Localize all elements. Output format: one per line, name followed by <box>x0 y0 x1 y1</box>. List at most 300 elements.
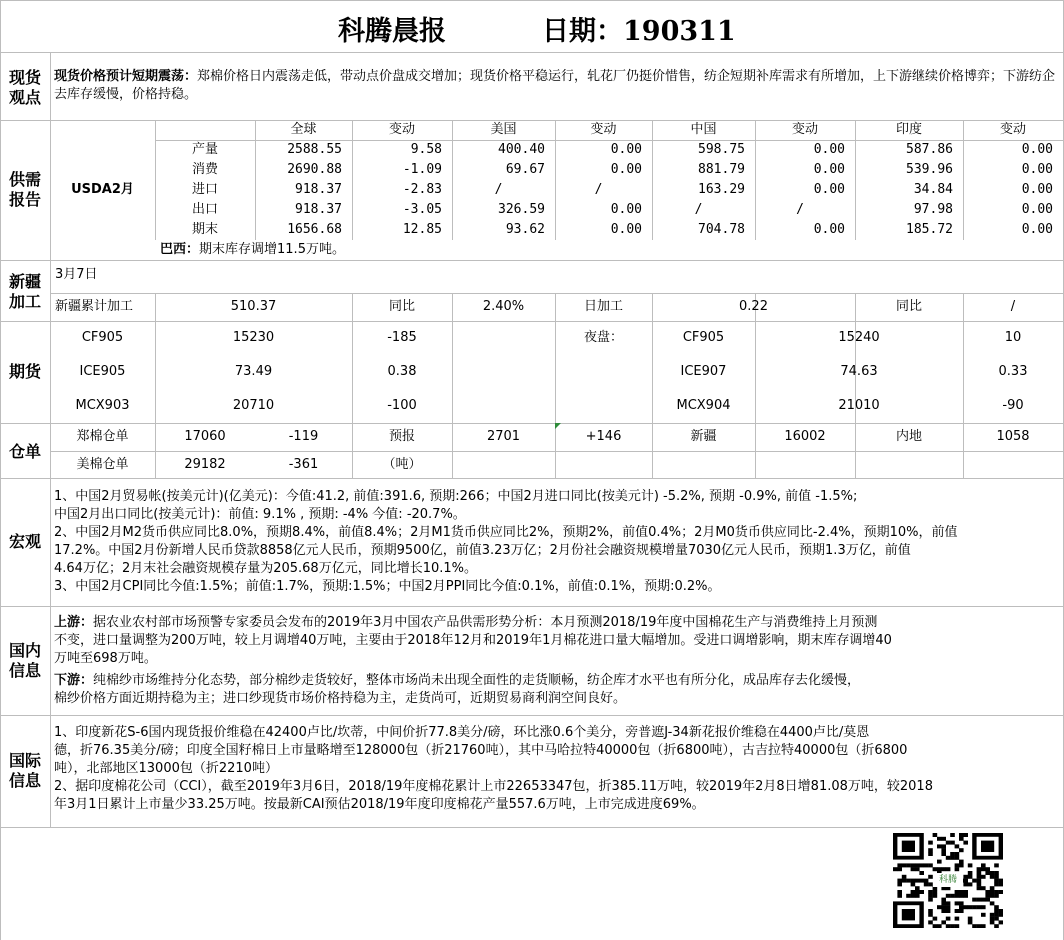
night-contract: CF905 <box>682 330 725 345</box>
international-line: 年3月1日累计上市量少33.25万吨。按最新CAI预估2018/19年度印度棉花产量557.6万吨，上市完成进度69%。 <box>54 797 705 812</box>
supply-cell: 93.62 <box>505 222 545 237</box>
qr-module <box>946 867 951 871</box>
qr-module <box>959 901 964 905</box>
label-text: 宏观 <box>8 532 41 551</box>
qr-module <box>968 871 973 875</box>
macro-line: 2、中国2月M2货币供应同比8.0%，预期8.4%，前值8.4%；2月M1货币供应同比2%，预期2%，前值0.4%；2月M0货币供应同比-2.4%，预期10%，前值 <box>54 525 958 540</box>
qr-module <box>999 890 1003 894</box>
supply-row-label: 出口 <box>191 202 218 217</box>
qr-module <box>985 890 990 894</box>
supply-cell: 881.79 <box>698 162 745 177</box>
qr-module <box>994 875 999 879</box>
qr-module <box>977 879 982 883</box>
qr-module <box>999 882 1003 886</box>
supply-cell: 0.00 <box>610 162 642 177</box>
qr-module <box>919 890 924 894</box>
qr-module <box>990 901 995 905</box>
qr-module <box>946 901 951 905</box>
supply-cell: 97.98 <box>913 202 953 217</box>
qr-module <box>946 856 951 860</box>
xinjiang-date: 3月7日 <box>55 267 98 282</box>
qr-module <box>972 879 977 883</box>
xinjiang-yoy2-label: 同比 <box>895 299 922 314</box>
section-label-spot <box>0 60 50 116</box>
qr-module <box>897 894 902 898</box>
qr-module <box>897 882 902 886</box>
label-text: 国际信息 <box>8 751 41 790</box>
futures-price: 15230 <box>232 330 275 345</box>
qr-module <box>941 867 946 871</box>
upstream-line: 不变，进口量调整为200万吨，较上月调增40万吨，主要由于2018年12月和2019年1月棉花进口量大幅增加。受进口调增影响，期末库存调增40 <box>54 633 892 648</box>
supply-cell: 0.00 <box>813 142 845 157</box>
qr-module <box>911 867 916 871</box>
xinjiang-yoy-value: 2.40% <box>482 299 525 314</box>
qr-module <box>977 875 982 879</box>
qr-module <box>994 913 999 917</box>
macro-line: 3、中国2月CPI同比今值:1.5%；前值:1.7%，预期:1.5%；中国2月PPI同比今值:0.1%，前值:0.1%，预期:0.2%。 <box>54 579 721 594</box>
report-date: 日期：190311 <box>542 16 736 47</box>
supply-cell: 587.86 <box>906 142 953 157</box>
qr-module <box>924 863 929 867</box>
qr-module <box>911 882 916 886</box>
qr-module <box>928 852 933 856</box>
supply-cell: 0.00 <box>1021 182 1053 197</box>
qr-module <box>919 879 924 883</box>
qr-module <box>950 841 955 845</box>
downstream-text <box>54 673 860 706</box>
domestic-upstream <box>54 614 1058 668</box>
supply-cell: 185.72 <box>906 222 953 237</box>
supply-note <box>160 240 345 260</box>
qr-module <box>928 890 933 894</box>
qr-module <box>941 901 946 905</box>
qr-module <box>959 909 964 913</box>
qr-module <box>990 886 995 890</box>
qr-module <box>959 848 964 852</box>
divider <box>0 52 1064 53</box>
qr-module <box>955 867 960 871</box>
qr-module <box>955 924 960 928</box>
divider <box>50 451 1064 452</box>
qr-module <box>955 890 960 894</box>
us-value: 29182 <box>184 457 226 472</box>
qr-module <box>963 833 968 837</box>
qr-module <box>933 894 938 898</box>
qr-module <box>968 863 973 867</box>
futures-contract: ICE905 <box>79 364 126 379</box>
qr-module <box>968 905 973 909</box>
supply-cell: 0.00 <box>813 182 845 197</box>
divider <box>0 0 1 940</box>
qr-module <box>959 894 964 898</box>
international-paragraph <box>54 724 1058 814</box>
qr-module <box>955 917 960 921</box>
qr-module <box>911 863 916 867</box>
supply-cell: -1.09 <box>402 162 442 177</box>
qr-module <box>946 841 951 845</box>
qr-module <box>981 863 986 867</box>
supply-cell: / <box>796 202 804 217</box>
futures-change: 0.38 <box>387 364 417 379</box>
qr-module <box>937 860 942 864</box>
qr-module <box>919 863 924 867</box>
supply-header-cell: 变动 <box>791 122 818 137</box>
section-label-domestic <box>0 640 50 682</box>
spot-headline: 现货价格预计短期震荡： <box>54 69 198 84</box>
supply-header-cell: 变动 <box>590 122 617 137</box>
divider <box>0 478 1064 479</box>
supply-cell: 0.00 <box>610 142 642 157</box>
qr-module <box>990 875 995 879</box>
qr-module <box>955 844 960 848</box>
qr-module <box>928 920 933 924</box>
qr-module <box>994 905 999 909</box>
qr-module <box>897 863 902 867</box>
label-text: 国内信息 <box>8 641 41 680</box>
supply-note-label: 巴西： <box>160 242 200 257</box>
international-line: 1、印度新花S-6国内现货报价维稳在42400卢比/坎蒂，中间价折77.8美分/磅，环比涨0.6个美分，旁普遮J-34新花报价维稳在4400卢比/莫恩 <box>54 725 870 740</box>
qr-module <box>946 909 951 913</box>
qr-module <box>911 879 916 883</box>
qr-module <box>911 894 916 898</box>
qr-module <box>915 863 920 867</box>
qr-module <box>994 890 999 894</box>
qr-module <box>950 852 955 856</box>
qr-module <box>915 867 920 871</box>
label-text: 供需报告 <box>8 170 41 209</box>
supply-cell: 0.00 <box>610 222 642 237</box>
qr-module <box>941 909 946 913</box>
qr-module <box>977 882 982 886</box>
qr-module <box>928 913 933 917</box>
qr-module <box>977 886 982 890</box>
supply-header-cell: 印度 <box>895 122 922 137</box>
qr-module <box>963 882 968 886</box>
divider <box>0 260 1064 261</box>
supply-cell: 704.78 <box>698 222 745 237</box>
qr-module <box>950 856 955 860</box>
label-text: 仓单 <box>8 442 41 461</box>
supply-cell: 0.00 <box>1021 142 1053 157</box>
macro-line: 17.2%。中国2月份新增人民币贷款8858亿元人民币，预期9500亿，前值3.23万亿；2月份社会融资规模增量7030亿元人民币，预期1.3万亿，前值 <box>54 543 911 558</box>
night-contract: ICE907 <box>680 364 727 379</box>
qr-module <box>941 844 946 848</box>
qr-module <box>990 890 995 894</box>
qr-logo-text: 科腾 <box>933 873 963 887</box>
qr-module <box>963 894 968 898</box>
supply-cell: 400.40 <box>498 142 545 157</box>
qr-module <box>959 860 964 864</box>
qr-module <box>955 863 960 867</box>
qr-code <box>893 833 1003 928</box>
qr-module <box>981 905 986 909</box>
divider <box>0 606 1064 607</box>
divider <box>0 827 1064 828</box>
night-change: -90 <box>1002 398 1024 413</box>
supply-header-cell: 中国 <box>690 122 717 137</box>
supply-header-cell: 美国 <box>490 122 517 137</box>
supply-cell: / <box>694 202 703 217</box>
qr-module <box>981 875 986 879</box>
xinjiang-yoy2-value: / <box>1010 299 1016 314</box>
xinjiang-daily-value: 0.22 <box>739 299 768 314</box>
qr-module <box>928 909 933 913</box>
qr-finder <box>902 841 915 852</box>
label-text: 期货 <box>8 362 41 381</box>
upstream-line: 据农业农村部市场预警专家委员会发布的2019年3月中国农产品供需形势分析：本月预测2018/19年度中国棉花生产与消费维持上月预测 <box>93 615 878 630</box>
qr-module <box>946 894 951 898</box>
futures-contract: MCX903 <box>75 398 130 413</box>
us-change: -361 <box>288 457 319 472</box>
qr-module <box>902 863 907 867</box>
international-line: 2、据印度棉花公司（CCI），截至2019年3月6日，2018/19年度棉花累计上市22653347包，折385.11万吨，较2019年2月8日增81.08万吨，较2018 <box>54 779 933 794</box>
qr-module <box>933 924 938 928</box>
qr-module <box>906 863 911 867</box>
forecast-value: 2701 <box>486 429 521 444</box>
supply-cell: 0.00 <box>1021 162 1053 177</box>
downstream-line: 棉纱价格方面近期持稳为主；进口纱现货市场价格持稳为主，走货尚可，近期贸易商利润空间良好。 <box>54 691 627 706</box>
qr-module <box>897 867 902 871</box>
qr-finder <box>902 909 915 920</box>
section-label-macro <box>0 530 50 554</box>
macro-paragraph <box>54 488 1058 596</box>
qr-module <box>994 871 999 875</box>
qr-module <box>897 879 902 883</box>
divider <box>0 321 1064 322</box>
international-line: 吨），北部地区13000包（折2210吨） <box>54 761 278 776</box>
qr-module <box>924 879 929 883</box>
supply-cell: 1656.68 <box>287 222 342 237</box>
forecast-label: 预报 <box>388 429 415 444</box>
inland-value: 1058 <box>996 429 1030 444</box>
qr-module <box>963 905 968 909</box>
qr-module <box>985 894 990 898</box>
qr-module <box>994 882 999 886</box>
qr-module <box>937 924 942 928</box>
qr-module <box>937 867 942 871</box>
qr-module <box>963 879 968 883</box>
divider <box>0 715 1064 716</box>
supply-cell: 0.00 <box>610 202 642 217</box>
supply-row-label: 进口 <box>191 182 218 197</box>
zheng-change: -119 <box>288 429 319 444</box>
supply-cell: -2.83 <box>402 182 442 197</box>
supply-cell: 0.00 <box>1021 202 1053 217</box>
supply-cell: 0.00 <box>813 162 845 177</box>
label-text: 新疆加工 <box>8 272 41 311</box>
xj-value: 16002 <box>784 429 826 444</box>
downstream-label: 下游： <box>54 673 94 688</box>
supply-header-cell: 变动 <box>999 122 1026 137</box>
qr-module <box>972 924 977 928</box>
xj-label: 新疆 <box>690 429 717 444</box>
qr-module <box>941 837 946 841</box>
qr-module <box>933 890 938 894</box>
qr-module <box>928 848 933 852</box>
qr-module <box>924 882 929 886</box>
futures-price: 73.49 <box>234 364 273 379</box>
qr-module <box>999 913 1003 917</box>
supply-cell: 326.59 <box>498 202 545 217</box>
qr-module <box>959 863 964 867</box>
unit-label: （吨） <box>382 457 422 472</box>
supply-note-text: 期末库存调增11.5万吨。 <box>199 242 345 257</box>
qr-module <box>977 867 982 871</box>
qr-module <box>977 898 982 902</box>
qr-module <box>999 920 1003 924</box>
supply-cell: 2588.55 <box>287 142 342 157</box>
qr-module <box>955 852 960 856</box>
qr-module <box>955 856 960 860</box>
qr-module <box>977 871 982 875</box>
supply-cell: / <box>594 182 603 197</box>
qr-module <box>994 909 999 913</box>
qr-module <box>941 848 946 852</box>
supply-cell: 539.96 <box>906 162 953 177</box>
qr-module <box>941 920 946 924</box>
qr-module <box>959 837 964 841</box>
spot-text: 郑棉价格日内震荡走低，带动点价盘成交增加；现货价格平稳运行，轧花厂仍挺价惜售，纺企短期补库需求有所增加，上下游继续价格博弈；下游纺企去库存缓慢，价格持稳。 <box>54 69 1056 102</box>
qr-module <box>933 867 938 871</box>
qr-module <box>977 924 982 928</box>
qr-module <box>981 886 986 890</box>
label-text: 现货观点 <box>8 68 41 107</box>
qr-module <box>897 890 902 894</box>
qr-module <box>994 924 999 928</box>
qr-module <box>915 886 920 890</box>
qr-module <box>906 879 911 883</box>
qr-module <box>937 837 942 841</box>
qr-module <box>915 890 920 894</box>
qr-module <box>919 871 924 875</box>
qr-module <box>955 909 960 913</box>
qr-module <box>893 867 898 871</box>
supply-cell: 69.67 <box>505 162 545 177</box>
qr-module <box>968 917 973 921</box>
futures-contract: CF905 <box>81 330 124 345</box>
qr-module <box>937 905 942 909</box>
qr-module <box>950 833 955 837</box>
qr-module <box>981 867 986 871</box>
supply-cell: 12.85 <box>402 222 442 237</box>
upstream-text <box>54 615 892 666</box>
qr-module <box>928 841 933 845</box>
qr-module <box>955 901 960 905</box>
supply-row-label: 消费 <box>191 162 218 177</box>
zheng-label: 郑棉仓单 <box>76 429 129 444</box>
qr-module <box>928 894 933 898</box>
qr-module <box>994 879 999 883</box>
international-line: 德，折76.35美分/磅；印度全国籽棉日上市量略增至128000包（折21760吨），其中马哈拉特40000包（折6800吨），古吉拉特40000包（折6800 <box>54 743 908 758</box>
supply-cell: 9.58 <box>410 142 442 157</box>
section-label-warehouse <box>0 440 50 464</box>
zheng-value: 17060 <box>184 429 226 444</box>
futures-change: -185 <box>387 330 417 345</box>
futures-night-label: 夜盘： <box>583 330 623 345</box>
supply-cell: 918.37 <box>295 182 342 197</box>
qr-module <box>999 909 1003 913</box>
qr-module <box>985 867 990 871</box>
qr-module <box>968 920 973 924</box>
supply-cell: 34.84 <box>913 182 953 197</box>
section-label-international <box>0 750 50 792</box>
qr-module <box>950 894 955 898</box>
xinjiang-cum-value: 510.37 <box>230 299 277 314</box>
supply-cell: 918.37 <box>295 202 342 217</box>
xinjiang-yoy-label: 同比 <box>388 299 415 314</box>
qr-module <box>911 890 916 894</box>
qr-module <box>941 905 946 909</box>
supply-cell: 163.29 <box>698 182 745 197</box>
qr-module <box>981 898 986 902</box>
qr-module <box>985 871 990 875</box>
inland-label: 内地 <box>895 429 922 444</box>
supply-row-label: 期末 <box>191 222 218 237</box>
qr-module <box>928 898 933 902</box>
supply-header-cell: 全球 <box>290 122 317 137</box>
qr-module <box>977 905 982 909</box>
qr-module <box>972 898 977 902</box>
divider <box>0 0 1064 1</box>
futures-change: -100 <box>387 398 417 413</box>
qr-module <box>963 875 968 879</box>
macro-line: 1、中国2月贸易帐(按美元计)(亿美元)：今值:41.2, 前值:391.6, 预期:266；中国2月进口同比(按美元计) -5.2%, 预期 -0.9%, 前值 -1.5%; <box>54 489 858 504</box>
us-label: 美棉仓单 <box>76 457 129 472</box>
report-title: 科腾晨报 <box>338 16 446 47</box>
qr-module <box>902 875 907 879</box>
supply-cell: 0.00 <box>1021 222 1053 237</box>
supply-cell: 598.75 <box>698 142 745 157</box>
qr-module <box>946 917 951 921</box>
qr-module <box>972 905 977 909</box>
downstream-line: 纯棉纱市场维持分化态势，部分棉纱走货较好，整体市场尚未出现全面性的走货顺畅，纺企库才水平也有所分化，成品库存去化缓慢， <box>93 673 861 688</box>
domestic-downstream <box>54 672 1058 708</box>
macro-line: 中国2月出口同比(按美元计)：前值: 9.1% , 预期: -4% 今值: -20.7%。 <box>54 507 466 522</box>
qr-module <box>946 924 951 928</box>
qr-module <box>990 917 995 921</box>
xinjiang-daily-label: 日加工 <box>583 299 623 314</box>
qr-finder <box>981 841 994 852</box>
qr-module <box>928 863 933 867</box>
comment-marker <box>555 423 561 429</box>
section-label-supply <box>0 160 50 220</box>
night-change: 10 <box>1004 330 1022 345</box>
spot-paragraph <box>54 68 1058 104</box>
supply-cell: 2690.88 <box>287 162 342 177</box>
qr-module <box>959 905 964 909</box>
qr-module <box>959 890 964 894</box>
qr-module <box>990 894 995 898</box>
macro-line: 4.64万亿；2月末社会融资规模存量为205.68万亿元，同比增长10.1%。 <box>54 561 478 576</box>
upstream-label: 上游： <box>54 615 94 630</box>
divider <box>0 423 1064 424</box>
qr-module <box>915 879 920 883</box>
qr-module <box>946 905 951 909</box>
xinjiang-cum-label: 新疆累计加工 <box>55 299 134 314</box>
night-price: 21010 <box>838 398 880 413</box>
supply-header-cell: 变动 <box>388 122 415 137</box>
qr-module <box>933 833 938 837</box>
qr-module <box>963 890 968 894</box>
night-contract: MCX904 <box>676 398 731 413</box>
qr-module <box>999 879 1003 883</box>
section-label-xinjiang <box>0 266 50 318</box>
qr-module <box>990 871 995 875</box>
night-price: 74.63 <box>840 364 878 379</box>
night-price: 15240 <box>838 330 880 345</box>
divider <box>50 293 1064 294</box>
qr-module <box>985 898 990 902</box>
